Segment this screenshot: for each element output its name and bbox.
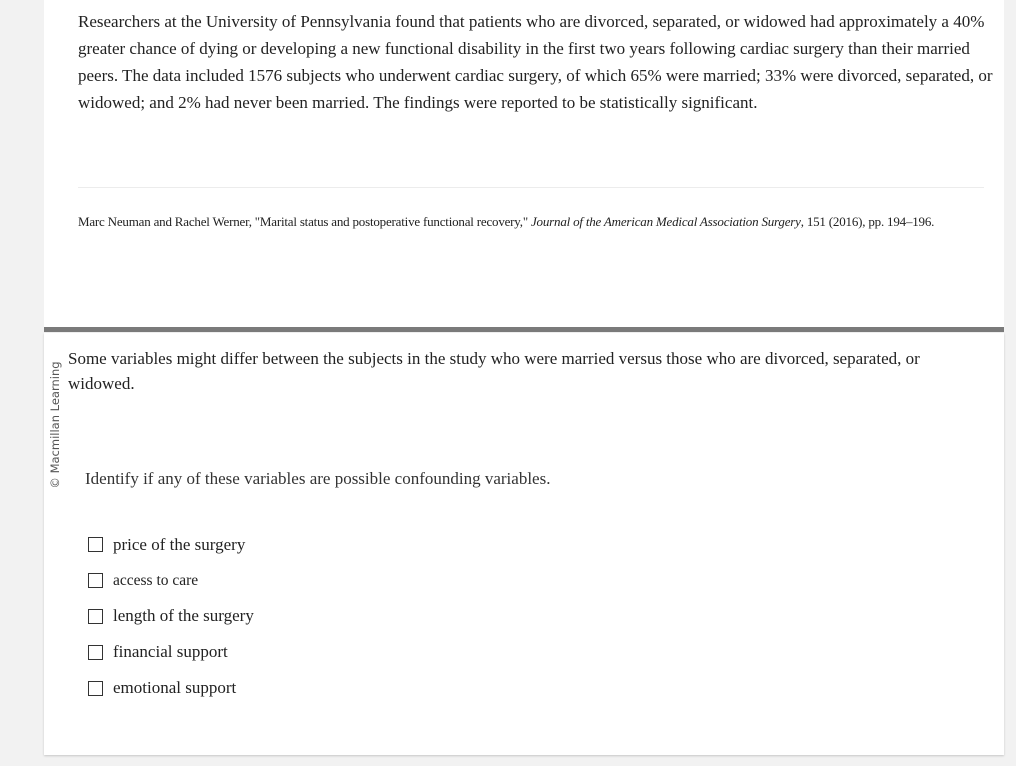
option-list — [88, 527, 254, 706]
checkbox[interactable] — [88, 573, 103, 588]
citation-journal: Journal of the American Medical Association Surgery — [530, 214, 801, 229]
checkbox[interactable] — [88, 681, 103, 696]
option-label: financial support — [113, 642, 228, 662]
option-access-to-care[interactable] — [88, 563, 254, 599]
option-label: length of the surgery — [113, 606, 254, 626]
citation-details: , 151 (2016), pp. 194–196. — [800, 214, 935, 229]
checkbox[interactable] — [88, 537, 103, 552]
checkbox[interactable] — [88, 645, 103, 660]
checkbox[interactable] — [88, 609, 103, 624]
passage-card — [44, 0, 1004, 328]
citation-authors-title: Marc Neuman and Rachel Werner, "Marital status and postoperative functional recovery," — [78, 214, 531, 229]
option-emotional-support[interactable] — [88, 670, 254, 706]
question-card — [44, 333, 1004, 755]
option-length-of-surgery[interactable] — [88, 599, 254, 635]
option-financial-support[interactable] — [88, 634, 254, 670]
option-price-of-surgery[interactable] — [88, 527, 254, 563]
citation — [78, 209, 993, 235]
citation-divider — [78, 187, 984, 188]
option-label: emotional support — [113, 678, 237, 698]
option-label: access to care — [113, 571, 199, 589]
copyright-credit — [46, 350, 64, 500]
passage-text: Researchers at the University of Pennsylvania found that patients who are divorced, separated, or widowed had approximately a 40% greater chance of dying or developing a new functional disability in the first two years following cardiac surgery than their married peers. The data included 1576 subjects who underwent cardiac surgery, of which 65% were married; 33% were divorced, separated, or widowed; and 2% had never been married. The findings were reported to be statistically significant. — [78, 12, 993, 112]
copyright-credit-text: © Macmillan Learning — [48, 361, 62, 489]
section-divider — [44, 327, 1004, 332]
question-statement: Some variables might differ between the subjects in the study who were married versus those who are divorced, separated, or widowed. — [68, 349, 920, 393]
option-label: price of the surgery — [113, 534, 246, 554]
question-prompt: Identify if any of these variables are possible confounding variables. — [85, 469, 551, 488]
